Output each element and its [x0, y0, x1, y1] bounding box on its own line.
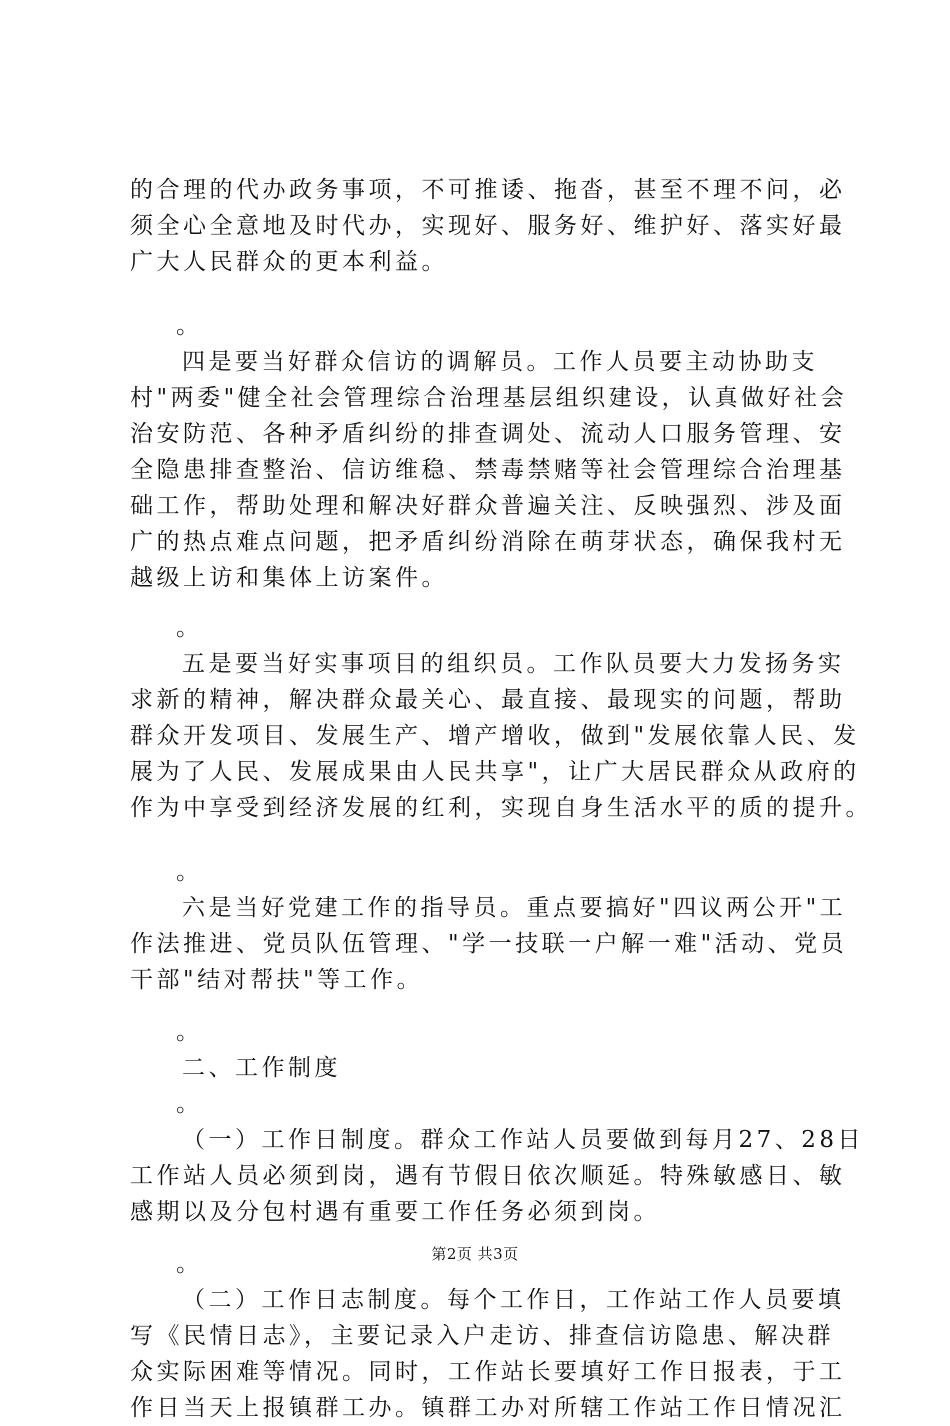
paragraph-marker: 。	[176, 1019, 203, 1045]
text-line: 治安防范、各种矛盾纠纷的排查调处、流动人口服务管理、安	[130, 421, 846, 447]
text-line: 村"两委"健全社会管理综合治理基层组织建设，认真做好社会	[130, 385, 848, 411]
paragraph-first-line: 四是要当好群众信访的调解员。工作人员要主动协助支	[182, 349, 818, 375]
document-body	[130, 172, 872, 1426]
paragraph-first-line: 五是要当好实事项目的组织员。工作队员要大力发扬务实	[182, 651, 845, 677]
text-line: 全隐患排查整治、信访维稳、禁毒禁赌等社会管理综合治理基	[130, 457, 846, 483]
paragraph-marker: 。	[176, 615, 203, 641]
paragraph-first-line: 六是当好党建工作的指导员。重点要搞好"四议两公开"工	[182, 895, 847, 921]
section-heading: 二、工作制度	[182, 1055, 341, 1081]
text-line: 广大人民群众的更本利益。	[130, 249, 448, 275]
text-line: 作为中享受到经济发展的红利，实现自身生活水平的质的提升。	[130, 795, 872, 821]
text-line: 感期以及分包村遇有重要工作任务必须到岗。	[130, 1199, 660, 1225]
text-line: 作日当天上报镇群工办。镇群工办对所辖工作站工作日情况汇	[130, 1395, 846, 1421]
text-line: 础工作，帮助处理和解决好群众普遍关注、反映强烈、涉及面	[130, 493, 846, 519]
text-line: 展为了人民、发展成果由人民共享"，让广大居民群众从政府的	[130, 759, 860, 785]
text-line: 作法推进、党员队伍管理、"学一技联一户解一难"活动、党员	[130, 931, 848, 957]
paragraph-first-line: （二）工作日志制度。每个工作日，工作站工作人员要填	[182, 1287, 845, 1313]
paragraph-marker: 。	[176, 1091, 203, 1117]
paragraph-marker: 。	[176, 859, 203, 885]
text-line: 须全心全意地及时代办，实现好、服务好、维护好、落实好最	[130, 213, 846, 239]
text-line: 干部"结对帮扶"等工作。	[130, 967, 424, 993]
text-line: 写《民情日志》，主要记录入户走访、排查信访隐患、解决群	[130, 1323, 834, 1349]
text-line: 的合理的代办政务事项，不可推诿、拖沓，甚至不理不问，必	[130, 177, 846, 203]
paragraph-marker: 。	[176, 313, 203, 339]
paragraph-marker: 。	[176, 1251, 203, 1277]
text-line: 越级上访和集体上访案件。	[130, 565, 448, 591]
text-line: 众实际困难等情况。同时，工作站长要填好工作日报表，于工	[130, 1359, 846, 1385]
page-footer: 第2页 共3页	[431, 1245, 519, 1263]
text-line: 工作站人员必须到岗，遇有节假日依次顺延。特殊敏感日、敏	[130, 1163, 846, 1189]
text-line: 广的热点难点问题，把矛盾纠纷消除在萌芽状态，确保我村无	[130, 529, 846, 555]
text-line: 求新的精神，解决群众最关心、最直接、最现实的问题，帮助	[130, 687, 846, 713]
text-line: 群众开发项目、发展生产、增产增收，做到"发展依靠人民、发	[130, 723, 860, 749]
paragraph-first-line: （一）工作日制度。群众工作站人员要做到每月27、28日	[182, 1127, 865, 1153]
